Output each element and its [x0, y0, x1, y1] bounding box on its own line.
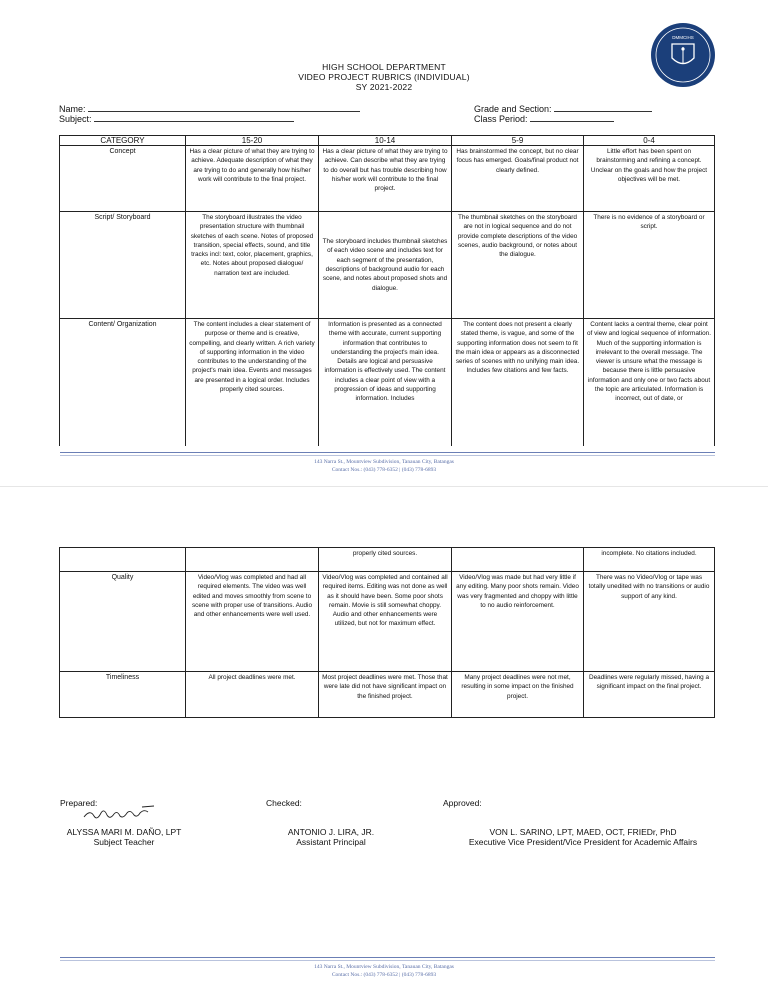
category-content-continued — [60, 548, 186, 572]
column-header-category: CATEGORY — [60, 136, 186, 146]
cell-quality-10-14: Video/Vlog was completed and contained all required items. Editing was not done as well as it should have been. Some poor shots remain. Movie is still somewhat choppy. Audio and other enhancements were utilized, but not for maximum effect. — [319, 572, 452, 672]
approved-signature-line — [472, 816, 692, 822]
cell-timeliness-5-9: Many project deadlines were not met, resulting in some impact on the finished project. — [452, 672, 584, 718]
cell-quality-15-20: Video/Vlog was completed and had all required elements. The video was well edited and moves smoothly from scene to scene with proper use of transitions. Audio and other enhancements were well used. — [186, 572, 319, 672]
department-heading: HIGH SCHOOL DEPARTMENT — [322, 62, 446, 72]
footer-rule-thin — [60, 960, 715, 961]
prepared-role: Subject Teacher — [93, 837, 155, 847]
prepared-signature-line — [60, 816, 188, 822]
cell-content-5-9: The content does not present a clearly stated theme, is vague, and some of the supporting information does not seem to fit the main idea or appears as a disconnected series of scenes with no unifying main idea. Includes few citations and few facts. — [452, 319, 584, 447]
cell-timeliness-15-20: All project deadlines were met. — [186, 672, 319, 718]
footer-rule-thin — [60, 455, 715, 456]
column-header-0-4: 0-4 — [584, 136, 715, 146]
cell-content-10-14: Information is presented as a connected theme with accurate, current supporting information that contributes to understanding the project's main idea. Details are logical and persuasive information is effectively used. The content includes a clear point of view with a progression of ideas and supporting information. Includes — [319, 319, 452, 447]
cell-concept-0-4: Little effort has been spent on brainstorming and refining a concept. Unclear on the goals and how the project objectives will be met. — [584, 146, 715, 212]
document-title: VIDEO PROJECT RUBRICS (INDIVIDUAL) — [298, 72, 470, 82]
approved-label: Approved: — [443, 798, 482, 808]
cell-script-0-4: There is no evidence of a storyboard or script. — [584, 212, 715, 319]
cell-quality-0-4: There was no Video/Vlog or tape was totally unedited with no transitions or audio support of any kind. — [584, 572, 715, 672]
category-quality: Quality — [60, 572, 186, 672]
category-timeliness: Timeliness — [60, 672, 186, 718]
subject-line[interactable] — [94, 113, 294, 122]
cell-content-0-4-continued: incomplete. No citations included. — [584, 548, 715, 572]
column-header-15-20: 15-20 — [186, 136, 319, 146]
class-period-label: Class Period: — [474, 114, 528, 124]
prepared-label: Prepared: — [60, 798, 98, 808]
column-header-10-14: 10-14 — [319, 136, 452, 146]
cell-content-15-20-continued — [186, 548, 319, 572]
cell-content-0-4: Content lacks a central theme, clear point of view and logical sequence of information. Much of the supporting information is irrelevant to the overall message. The viewer is unsure what the message is because there is little persuasive information and only one or two facts about the topic are articulated. Information is incorrect, out of date, or — [584, 319, 715, 447]
footer-contact: Contact Nos.: (043) 778-6352 | (043) 778-6893 — [331, 467, 437, 473]
cell-quality-5-9: Video/Vlog was made but had very little if any editing. Many poor shots remain. Video was very fragmented and choppy with little to no audio reinforcement. — [452, 572, 584, 672]
class-period-field — [474, 113, 614, 124]
category-concept: Concept — [60, 146, 186, 212]
table-header-row — [60, 136, 715, 146]
footer-rule — [60, 452, 715, 453]
category-script: Script/ Storyboard — [60, 212, 186, 319]
checked-role: Assistant Principal — [296, 837, 366, 847]
rubric-table-continued — [59, 547, 715, 718]
cell-content-15-20: The content includes a clear statement of purpose or theme and is creative, compelling, and clearly written. A rich variety of supporting information in the video contributes to the understanding of the project's main idea. Events and messages are presented in a logical order. Includes properly cited sources. — [186, 319, 319, 447]
page-2 — [0, 486, 768, 1007]
table-row — [60, 319, 715, 447]
subject-label: Subject: — [59, 114, 92, 124]
rubric-table-clip — [59, 135, 715, 446]
cell-script-15-20: The storyboard illustrates the video presentation structure with thumbnail sketches of each scene. Notes of proposed transition, special effects, sound, and title tracks incl: text, color, placement, graphics, etc. Notes about proposed dialogue/ narration text are included. — [186, 212, 319, 319]
prepared-name: ALYSSA MARI M. DAÑO, LPT — [66, 827, 182, 837]
cell-timeliness-10-14: Most project deadlines were met. Those that were late did not have significant impact on the finished project. — [319, 672, 452, 718]
cell-timeliness-0-4: Deadlines were regularly missed, having a significant impact on the final project. — [584, 672, 715, 718]
cell-content-5-9-continued — [452, 548, 584, 572]
table-row — [60, 212, 715, 319]
footer-rule — [60, 957, 715, 958]
table-row — [60, 146, 715, 212]
school-year: SY 2021-2022 — [355, 82, 413, 92]
page-1 — [0, 0, 768, 486]
class-period-line[interactable] — [530, 113, 614, 122]
footer-address: 143 Narra St., Mountview Subdivision, Tanauan City, Batangas — [314, 459, 454, 465]
grade-section-line[interactable] — [554, 103, 652, 112]
cell-concept-10-14: Has a clear picture of what they are trying to achieve. Can describe what they are trying to do overall but has trouble describing how his/her work will contribute to the final project. — [319, 146, 452, 212]
grade-section-label: Grade and Section: — [474, 104, 552, 114]
table-row — [60, 572, 715, 672]
checked-signature-line — [266, 816, 396, 822]
cell-script-5-9: The thumbnail sketches on the storyboard are not in logical sequence and do not provide complete descriptions of the video scenes, audio background, or notes about the dialogue. — [452, 212, 584, 319]
cell-concept-15-20: Has a clear picture of what they are trying to achieve. Adequate description of what they are trying to do and generally how his/her work will contribute to the final project. — [186, 146, 319, 212]
approved-role: Executive Vice President/Vice President for Academic Affairs — [468, 837, 698, 847]
name-line[interactable] — [88, 103, 360, 112]
logo-text: DMMCIHS — [672, 35, 694, 40]
column-header-5-9: 5-9 — [452, 136, 584, 146]
table-row — [60, 672, 715, 718]
approved-name: VON L. SARINO, LPT, MAED, OCT, FRIEDr, PhD — [489, 827, 677, 837]
footer-contact: Contact Nos.: (043) 778-6352 | (043) 778-6893 — [331, 972, 437, 978]
footer-address: 143 Narra St., Mountview Subdivision, Tanauan City, Batangas — [314, 964, 454, 970]
rubric-table — [59, 135, 715, 446]
name-label: Name: — [59, 104, 86, 114]
cell-concept-5-9: Has brainstormed the concept, but no clear focus has emerged. Goals/final product not clearly defined. — [452, 146, 584, 212]
category-content: Content/ Organization — [60, 319, 186, 447]
table-row — [60, 548, 715, 572]
subject-field — [59, 113, 294, 124]
cell-content-10-14-continued: properly cited sources. — [319, 548, 452, 572]
checked-label: Checked: — [266, 798, 302, 808]
cell-script-10-14: The storyboard includes thumbnail sketches of each video scene and includes text for each segment of the presentation, descriptions of background audio for each scene, and notes about proposed shots and dialogue. — [319, 212, 452, 319]
checked-name: ANTONIO J. LIRA, JR. — [287, 827, 375, 837]
